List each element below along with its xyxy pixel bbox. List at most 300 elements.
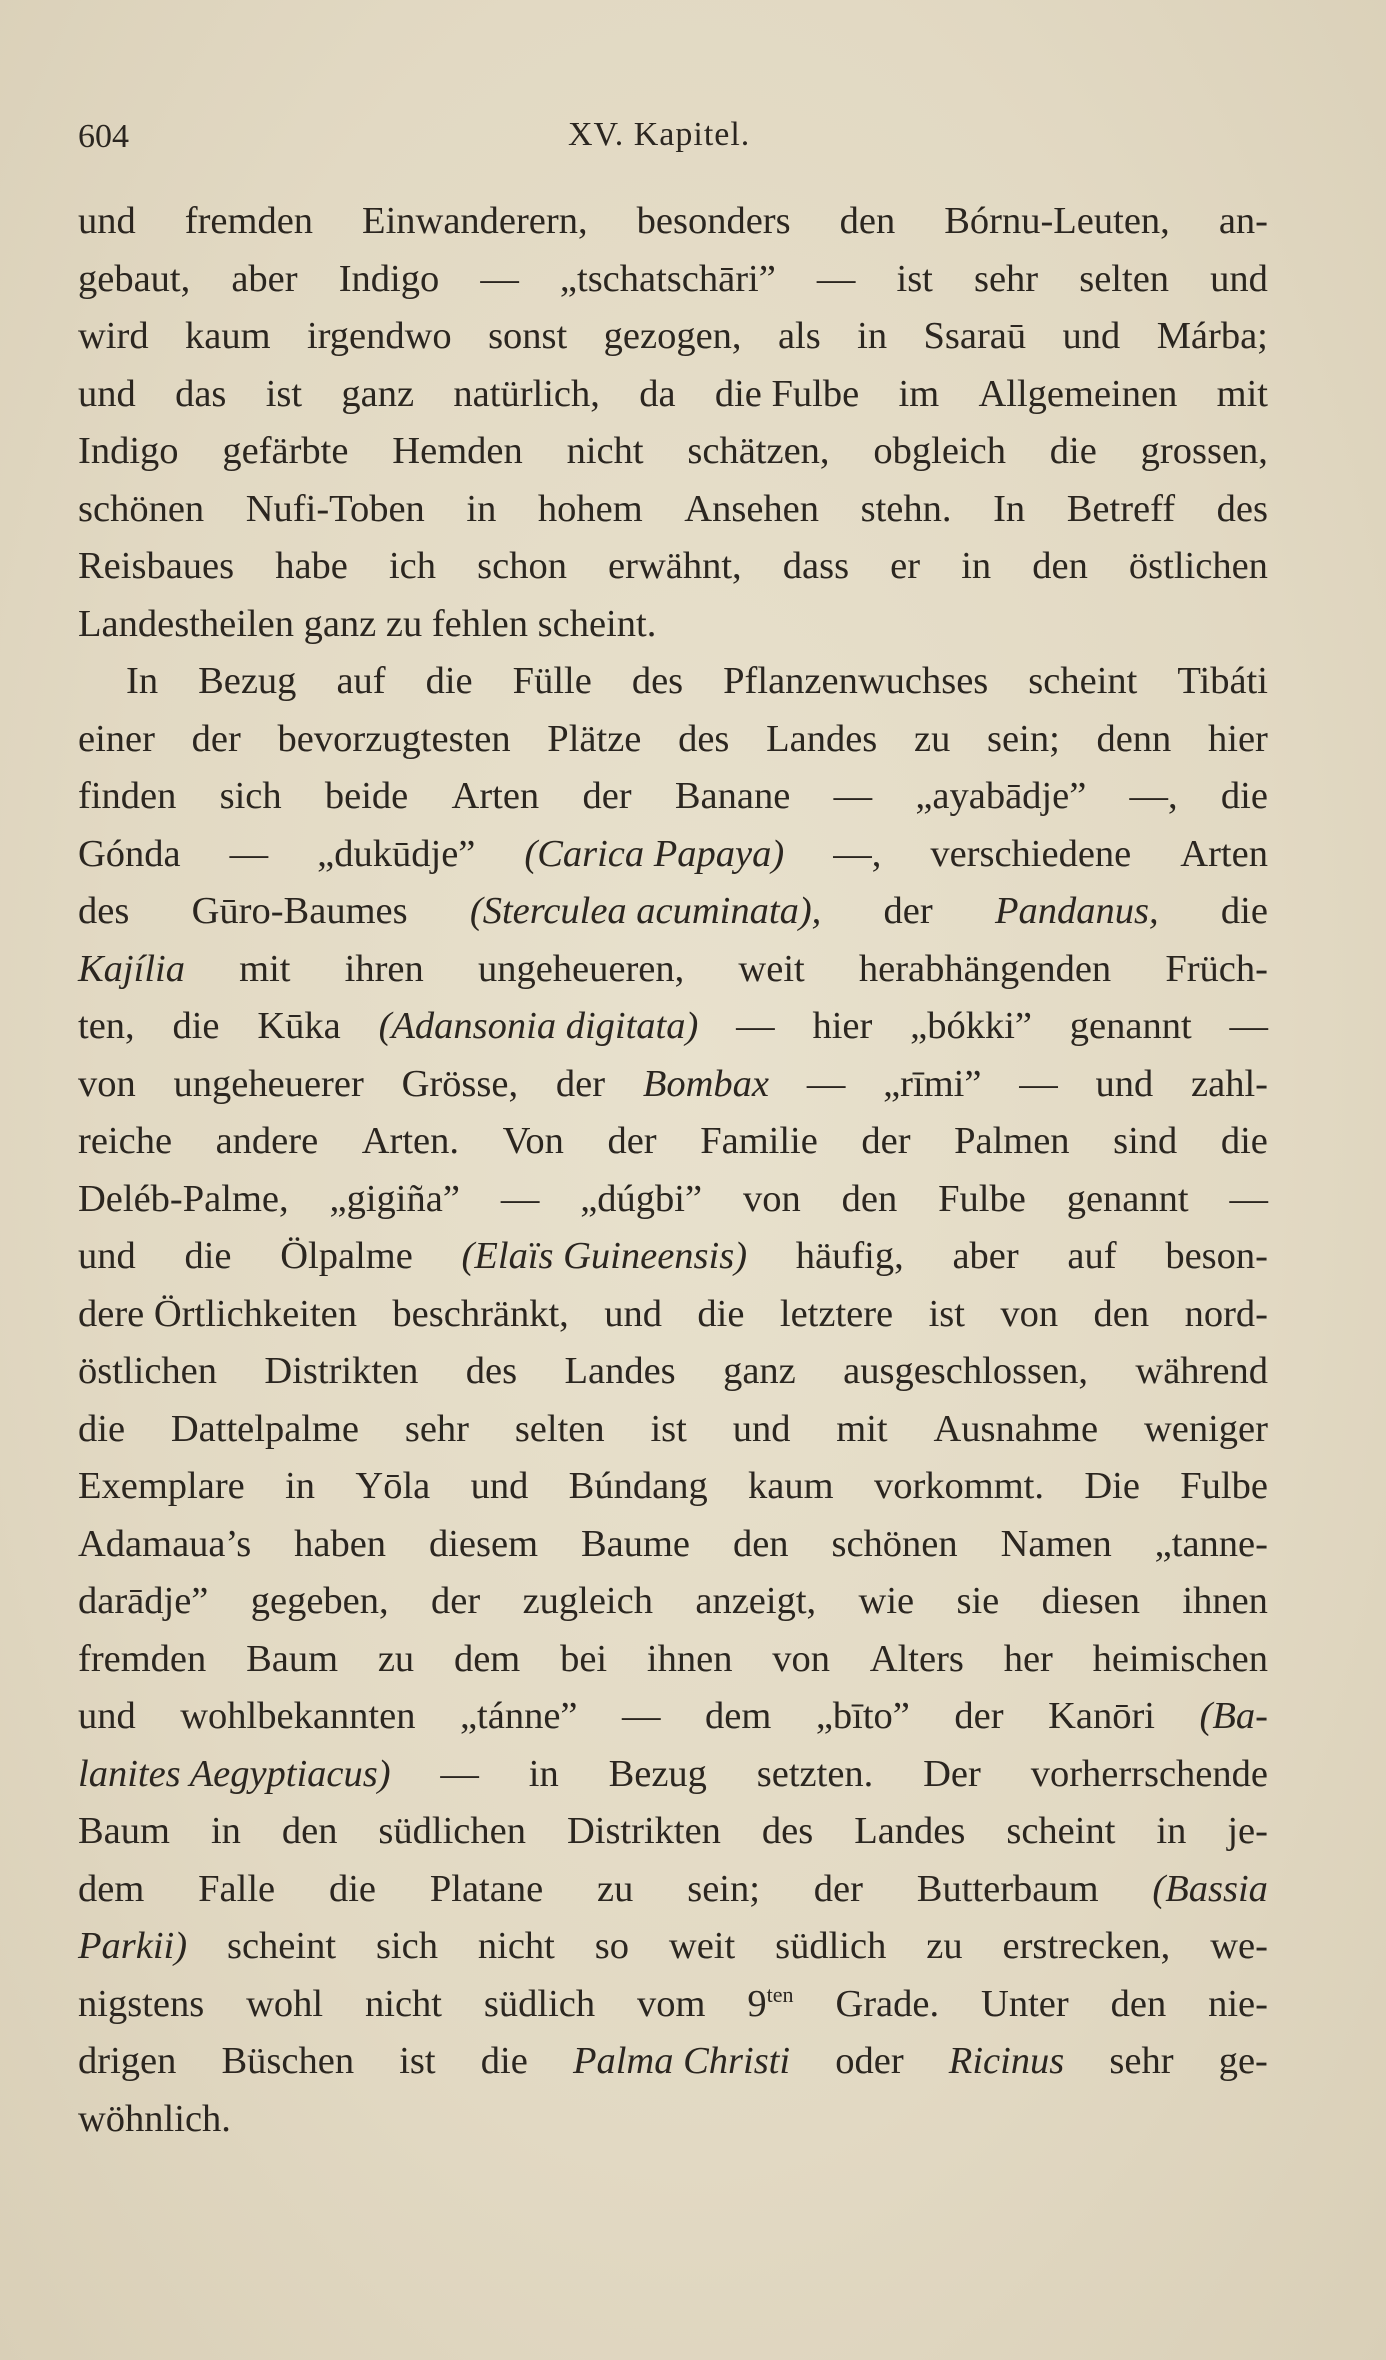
word: der xyxy=(954,1695,1004,1737)
text-line xyxy=(78,998,1268,1056)
word: von xyxy=(1000,1292,1059,1335)
word: häufig, xyxy=(795,1235,904,1277)
italic-word: Bombax xyxy=(642,1062,770,1105)
word: schönen xyxy=(78,487,205,530)
text-line xyxy=(78,308,1268,366)
word: der xyxy=(582,775,632,817)
text-line xyxy=(78,1803,1268,1861)
superscript: ten xyxy=(766,1981,794,2007)
word: der xyxy=(813,1867,863,1910)
text-line xyxy=(78,711,1268,769)
text-line xyxy=(78,653,1268,711)
italic-word: Ricinus xyxy=(948,2040,1065,2082)
word: grossen, xyxy=(1140,430,1268,472)
word: genannt xyxy=(1069,1005,1192,1047)
text-line xyxy=(78,423,1268,481)
word: stehn. xyxy=(860,487,952,530)
word: dere Örtlichkeiten xyxy=(78,1292,357,1335)
word: und xyxy=(1062,315,1121,357)
word: — xyxy=(1019,1062,1058,1105)
word: sie xyxy=(956,1580,1000,1622)
text-line xyxy=(78,2033,1268,2091)
word: ihren xyxy=(344,947,424,990)
word: er xyxy=(890,545,921,587)
word: aber xyxy=(231,257,298,300)
word: Falle xyxy=(198,1867,276,1910)
word: zahl- xyxy=(1191,1062,1268,1105)
word: wie xyxy=(858,1580,915,1622)
word: erstrecken, xyxy=(1002,1925,1171,1967)
word: nicht xyxy=(566,430,644,472)
word: Gónda xyxy=(78,832,181,875)
word: Dattelpalme xyxy=(170,1407,360,1450)
word: dem xyxy=(705,1695,772,1737)
word: den xyxy=(281,1810,338,1852)
word: ausgeschlossen, xyxy=(843,1350,1088,1392)
word: und xyxy=(78,1695,136,1737)
word: die xyxy=(184,1235,232,1277)
word: den xyxy=(839,200,896,242)
text-line xyxy=(78,1861,1268,1919)
word: Namen xyxy=(1000,1522,1112,1565)
word: Ölpalme xyxy=(280,1235,413,1277)
text-line xyxy=(78,1918,1268,1976)
word: „tanne- xyxy=(1154,1522,1268,1565)
word: sich xyxy=(219,775,282,817)
word: wöhnlich. xyxy=(78,2097,231,2140)
word: beschränkt, xyxy=(392,1292,569,1335)
word: mit xyxy=(239,947,291,990)
word: dem xyxy=(78,1867,145,1910)
word: ten, xyxy=(78,1005,135,1047)
word: der xyxy=(431,1580,481,1622)
word: mit xyxy=(1216,372,1268,415)
word: Indigo xyxy=(338,257,440,300)
text-line xyxy=(78,1746,1268,1804)
word: weit xyxy=(668,1925,736,1967)
word: aber xyxy=(952,1235,1019,1277)
word: — xyxy=(440,1752,479,1795)
word: kaum xyxy=(748,1465,834,1507)
text-line xyxy=(78,1573,1268,1631)
word: auf xyxy=(1067,1235,1117,1277)
word: gefärbte xyxy=(222,430,349,472)
word: in xyxy=(857,315,888,357)
word: Grösse, xyxy=(401,1062,519,1105)
word: Platane xyxy=(429,1867,544,1910)
word: der xyxy=(883,890,933,932)
word: ich xyxy=(388,545,437,587)
word: hier xyxy=(1208,717,1268,760)
italic-word: lanites Aegyptiacus) xyxy=(78,1752,391,1795)
word: mit xyxy=(836,1407,888,1450)
word: — xyxy=(229,832,269,875)
word: fremden xyxy=(78,1637,207,1680)
word: obgleich xyxy=(873,430,1006,472)
word: besonders xyxy=(636,200,791,242)
word: in xyxy=(961,545,992,587)
word: heimischen xyxy=(1092,1637,1268,1680)
word: von xyxy=(772,1637,830,1680)
word: östlichen xyxy=(1128,545,1268,587)
word: auf xyxy=(336,660,386,702)
word: Die xyxy=(1084,1465,1140,1507)
word: zu xyxy=(597,1867,634,1910)
word: habe xyxy=(275,545,348,587)
word: Fulbe xyxy=(1180,1465,1268,1507)
word: die xyxy=(1049,430,1097,472)
word: den xyxy=(732,1522,789,1565)
word: hier xyxy=(812,1005,873,1047)
text-line xyxy=(78,1516,1268,1574)
word: Distrikten xyxy=(566,1810,721,1852)
word: ganz xyxy=(341,372,415,415)
word: we- xyxy=(1210,1925,1268,1967)
italic-word: (Bassia xyxy=(1152,1867,1268,1910)
word: und xyxy=(78,1235,136,1277)
word: ist xyxy=(399,2040,436,2082)
word: die xyxy=(1220,775,1268,817)
word: die xyxy=(425,660,473,702)
word: herabhängenden xyxy=(858,947,1112,990)
word: letztere xyxy=(779,1292,894,1335)
word: wohlbekannten xyxy=(180,1695,416,1737)
word: den xyxy=(1110,1982,1167,2025)
word: drigen xyxy=(78,2040,177,2082)
word: sein; xyxy=(987,717,1060,760)
word: Kanōri xyxy=(1048,1695,1155,1737)
word: scheint xyxy=(1028,660,1138,702)
word: fremden xyxy=(184,200,314,242)
word: und xyxy=(78,372,136,415)
word: gebaut, xyxy=(78,257,191,300)
word: ge- xyxy=(1218,2040,1268,2082)
word: her xyxy=(1003,1637,1053,1680)
word: hohem xyxy=(537,487,643,530)
word: irgendwo xyxy=(306,315,452,357)
word: Landes xyxy=(766,717,878,760)
word: weniger xyxy=(1143,1407,1268,1450)
word: beide xyxy=(324,775,409,817)
text-line xyxy=(78,193,1268,251)
word: in xyxy=(210,1810,241,1852)
word: vorkommt. xyxy=(873,1465,1044,1507)
word: — xyxy=(1229,1177,1268,1220)
word: Fülle xyxy=(512,660,592,702)
word: ist xyxy=(265,372,303,415)
text-line xyxy=(78,1688,1268,1746)
word: sehr xyxy=(404,1407,469,1450)
word: „bīto” xyxy=(815,1695,910,1737)
word: Butterbaum xyxy=(916,1867,1099,1910)
word: dass xyxy=(782,545,850,587)
word: gezogen, xyxy=(603,315,742,357)
word: Arten xyxy=(451,775,540,817)
italic-word: Kajília xyxy=(78,947,185,990)
word: sehr xyxy=(1109,2040,1174,2082)
word: Büschen xyxy=(221,2040,355,2082)
word: ihnen xyxy=(646,1637,733,1680)
word: sein; xyxy=(687,1867,760,1910)
word: sehr xyxy=(973,257,1039,300)
word: „dúgbi” xyxy=(580,1177,703,1220)
word: nicht xyxy=(365,1982,442,2025)
word: von xyxy=(742,1177,801,1220)
text-line xyxy=(78,596,1268,654)
word: nie- xyxy=(1208,1982,1268,2025)
word: als xyxy=(777,315,821,357)
word: Landestheilen ganz zu fehlen scheint. xyxy=(78,602,657,645)
word: so xyxy=(594,1925,629,1967)
word: Arten xyxy=(1180,832,1268,875)
word: „tánne” xyxy=(459,1695,578,1737)
word: die xyxy=(328,1867,377,1910)
word: das xyxy=(175,372,227,415)
text-line xyxy=(78,826,1268,884)
word: reiche xyxy=(78,1120,173,1162)
word: Banane xyxy=(674,775,791,817)
text-line xyxy=(78,1631,1268,1689)
word: weit xyxy=(738,947,805,990)
word: Adamaua’s xyxy=(78,1522,252,1565)
word: — xyxy=(480,257,519,300)
text-line xyxy=(78,1056,1268,1114)
word: des xyxy=(761,1810,814,1852)
page-header xyxy=(78,118,1278,162)
word: diesem xyxy=(428,1522,539,1565)
word: ist xyxy=(896,257,933,300)
word: und xyxy=(1210,257,1268,300)
running-head: XV. Kapitel. xyxy=(568,116,751,153)
text-line xyxy=(78,1976,1268,2034)
word: genannt xyxy=(1066,1177,1189,1220)
text-line xyxy=(78,366,1268,424)
word: da xyxy=(639,372,676,415)
word: Bezug xyxy=(608,1752,707,1795)
word: vom xyxy=(637,1982,706,2025)
word: des xyxy=(78,890,130,932)
word: an- xyxy=(1218,200,1268,242)
word: finden xyxy=(78,775,177,817)
word: — xyxy=(622,1695,661,1737)
word: kaum xyxy=(184,315,271,357)
word: Márba; xyxy=(1156,315,1268,357)
word: Einwanderern, xyxy=(362,200,588,242)
word: natürlich, xyxy=(453,372,600,415)
word: die xyxy=(697,1292,745,1335)
word: zu xyxy=(926,1925,963,1967)
word: andere xyxy=(215,1120,319,1162)
word: schätzen, xyxy=(687,430,830,472)
word: Der xyxy=(923,1752,981,1795)
word: Fulbe xyxy=(938,1177,1026,1220)
word: in xyxy=(528,1752,559,1795)
word: die xyxy=(1220,890,1268,932)
text-line xyxy=(78,1228,1268,1286)
word: denn xyxy=(1096,717,1172,760)
word: die xyxy=(172,1005,220,1047)
word: dem xyxy=(453,1637,521,1680)
word: Bórnu-Leuten, xyxy=(944,200,1170,242)
word: Arten. xyxy=(361,1120,460,1162)
word: Grade. xyxy=(835,1982,940,2025)
word: Reisbaues xyxy=(78,545,235,587)
word: während xyxy=(1135,1350,1268,1392)
word: schon xyxy=(477,545,567,587)
page-number: 604 xyxy=(78,118,129,155)
word: Landes xyxy=(564,1350,676,1392)
word: den xyxy=(1093,1292,1150,1335)
text-line xyxy=(78,883,1268,941)
text-line xyxy=(78,1343,1268,1401)
word: selten xyxy=(1079,257,1170,300)
word: Kūka xyxy=(257,1005,341,1047)
word: der xyxy=(861,1120,911,1162)
word: des xyxy=(678,717,730,760)
word: — xyxy=(500,1177,540,1220)
text-line xyxy=(78,2091,1268,2149)
word: „rīmi” xyxy=(883,1062,982,1105)
word: östlichen xyxy=(78,1350,217,1392)
word: ist xyxy=(928,1292,965,1335)
word: von xyxy=(78,1062,136,1105)
word: schönen xyxy=(831,1522,958,1565)
word: Hemden xyxy=(392,430,523,472)
word: in xyxy=(1156,1810,1187,1852)
word: ist xyxy=(650,1407,687,1450)
word: Familie xyxy=(700,1120,818,1162)
word: scheint xyxy=(1006,1810,1116,1852)
word: sich xyxy=(375,1925,438,1967)
word: „gigiña” xyxy=(329,1177,460,1220)
word: zu xyxy=(377,1637,415,1680)
text-line xyxy=(78,1401,1268,1459)
word: Nufi-Toben xyxy=(245,487,425,530)
word: die xyxy=(480,2040,528,2082)
word: südlich xyxy=(775,1925,887,1967)
word: anzeigt, xyxy=(695,1580,817,1622)
body-text xyxy=(78,193,1268,2148)
word: des xyxy=(1216,487,1268,530)
word: Baum xyxy=(246,1637,339,1680)
word: bei xyxy=(560,1637,608,1680)
word: diesen xyxy=(1041,1580,1141,1622)
word: in xyxy=(466,487,497,530)
word: ganz xyxy=(723,1350,796,1392)
word: oder xyxy=(835,2040,904,2082)
word: „bókki” xyxy=(910,1005,1032,1047)
word: Pflanzenwuchses xyxy=(723,660,989,702)
word: Ausnahme xyxy=(933,1407,1099,1450)
word: ihnen xyxy=(1182,1580,1268,1622)
word: Ssaraū xyxy=(923,315,1027,357)
word: „dukūdje” xyxy=(317,832,476,875)
word: und xyxy=(470,1465,529,1507)
word: Búndang xyxy=(568,1465,708,1507)
word: —, xyxy=(1129,775,1178,817)
word: sonst xyxy=(488,315,568,357)
word: selten xyxy=(514,1407,605,1450)
word: der xyxy=(191,717,241,760)
word: — xyxy=(736,1005,775,1047)
italic-word: Pandanus, xyxy=(995,890,1159,932)
word: Indigo xyxy=(78,430,179,472)
word: darādje” xyxy=(78,1580,209,1622)
word: — xyxy=(833,775,873,817)
italic-word: (Carica Papaya) xyxy=(524,832,785,875)
word: Ansehen xyxy=(684,487,820,530)
word: —, xyxy=(833,832,882,875)
word: — xyxy=(1229,1005,1268,1047)
word: $9^{ten}$ xyxy=(747,1981,794,2025)
word: Allgemeinen xyxy=(978,372,1178,415)
word: Yōla xyxy=(355,1465,431,1507)
word: Von xyxy=(502,1120,564,1162)
italic-word: Parkii) xyxy=(78,1925,188,1967)
text-line xyxy=(78,1458,1268,1516)
word: In xyxy=(126,660,159,702)
word: südlichen xyxy=(378,1810,526,1852)
word: „ayabādje” xyxy=(915,775,1087,817)
word: der xyxy=(555,1062,606,1105)
word: der xyxy=(607,1120,657,1162)
word: einer xyxy=(78,717,155,760)
text-line xyxy=(78,1286,1268,1344)
text-line xyxy=(78,1113,1268,1171)
word: scheint xyxy=(226,1925,337,1967)
word: Deléb-Palme, xyxy=(78,1177,289,1220)
word: nigstens xyxy=(78,1982,205,2025)
word: haben xyxy=(294,1522,387,1565)
word: Bezug xyxy=(198,660,297,702)
word: Gūro-Baumes xyxy=(191,890,408,932)
word: erwähnt, xyxy=(608,545,742,587)
italic-word: Palma Christi xyxy=(572,2040,791,2082)
word: wohl xyxy=(246,1982,324,2025)
word: Palmen xyxy=(954,1120,1070,1162)
word: — xyxy=(816,257,856,300)
word: gegeben, xyxy=(250,1580,389,1622)
word: Betreff xyxy=(1066,487,1176,530)
word: ungeheueren, xyxy=(477,947,685,990)
italic-word: (Adansonia digitata) xyxy=(378,1005,699,1047)
word: Unter xyxy=(981,1982,1069,2025)
word: des xyxy=(631,660,684,702)
word: des xyxy=(465,1350,518,1392)
word: in xyxy=(285,1465,316,1507)
word: verschiedene xyxy=(930,832,1132,875)
word: die xyxy=(1220,1120,1268,1162)
word: ungeheuerer xyxy=(173,1062,364,1105)
word: „tschatschāri” xyxy=(559,257,776,300)
word: südlich xyxy=(483,1982,596,2025)
word: Plätze xyxy=(547,717,642,760)
word: die xyxy=(78,1407,126,1450)
word: Tibáti xyxy=(1177,660,1268,702)
word: bevorzugtesten xyxy=(277,717,511,760)
word: nord- xyxy=(1184,1292,1268,1335)
word: Exemplare xyxy=(78,1465,245,1507)
word: zu xyxy=(914,717,951,760)
text-line xyxy=(78,941,1268,999)
word: und xyxy=(732,1407,791,1450)
word: und xyxy=(1095,1062,1154,1105)
word: je- xyxy=(1227,1810,1268,1852)
word: die Fulbe xyxy=(714,372,860,415)
word: Distrikten xyxy=(264,1350,419,1392)
text-line xyxy=(78,1171,1268,1229)
word: In xyxy=(993,487,1026,530)
